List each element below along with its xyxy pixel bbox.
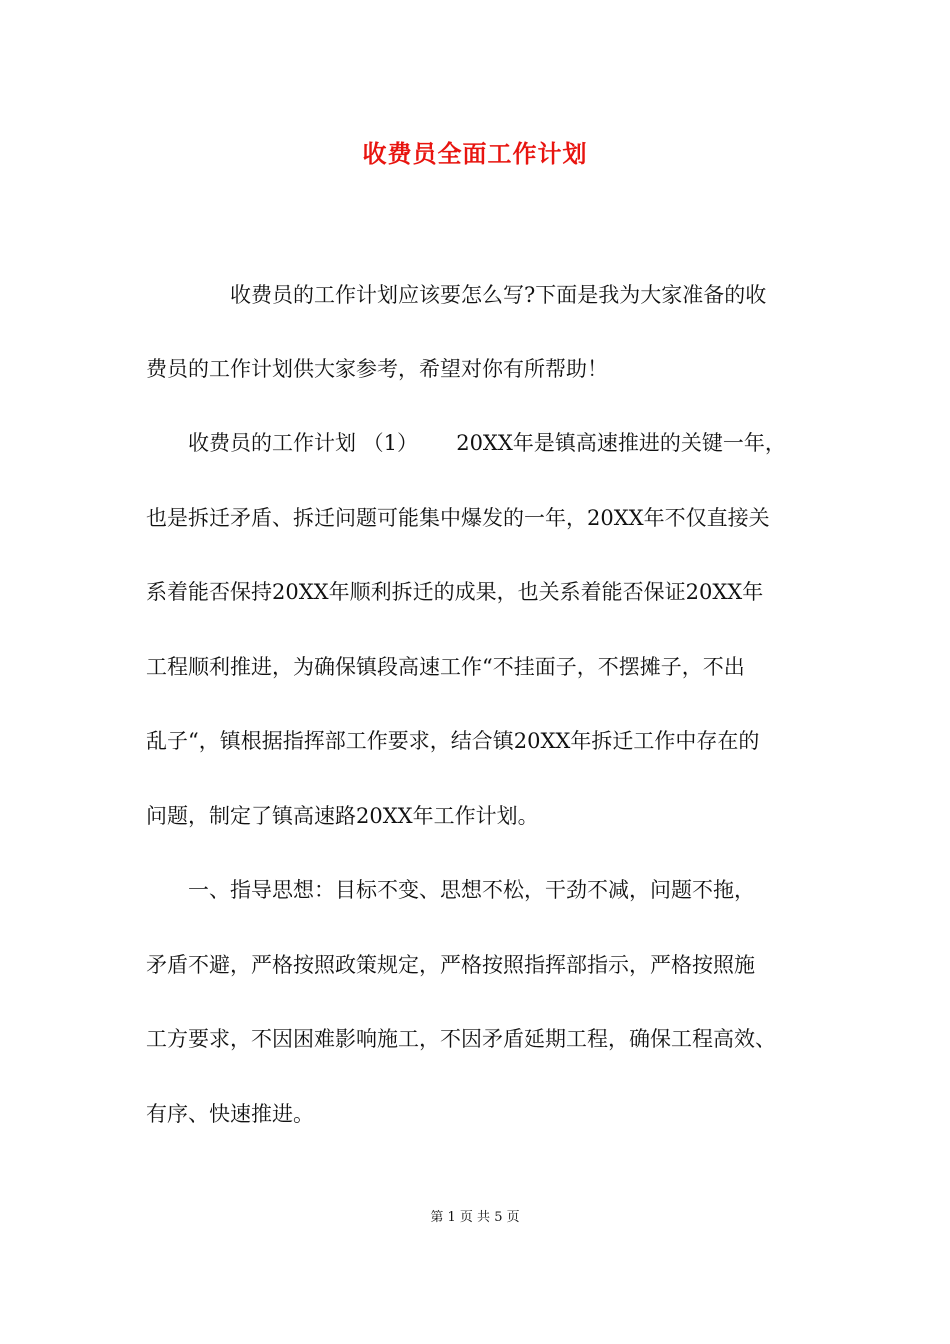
paragraph-line: 费员的工作计划供大家参考，希望对你有所帮助！ <box>146 357 608 381</box>
paragraph-line: 工程顺利推进，为确保镇段高速工作“不挂面子，不摆摊子，不出 <box>146 655 745 679</box>
paragraph-line: 系着能否保持20XX年顺利拆迁的成果，也关系着能否保证20XX年 <box>146 580 764 604</box>
paragraph-line: 有序、快速推进。 <box>146 1102 314 1126</box>
paragraph-line: 收费员的工作计划应该要怎么写?下面是我为大家准备的收 <box>146 283 767 307</box>
paragraph-line: 矛盾不避，严格按照政策规定，严格按照指挥部指示，严格按照施 <box>146 953 755 977</box>
paragraph-line: 一、指导思想：目标不变、思想不松，干劲不减，问题不拖， <box>146 878 755 902</box>
paragraph-line: 问题，制定了镇高速路20XX年工作计划。 <box>146 804 539 828</box>
paragraph-line: 收费员的工作计划 （1） 20XX年是镇高速推进的关键一年， <box>146 431 786 455</box>
paragraph-line: 乱子“，镇根据指挥部工作要求，结合镇20XX年拆迁工作中存在的 <box>146 729 760 753</box>
paragraph-line: 也是拆迁矛盾、拆迁问题可能集中爆发的一年，20XX年不仅直接关 <box>146 506 770 530</box>
page-number-footer: 第 1 页 共 5 页 <box>430 1210 520 1225</box>
document-title: 收费员全面工作计划 <box>362 139 588 168</box>
paragraph-line: 工方要求，不因困难影响施工，不因矛盾延期工程，确保工程高效、 <box>146 1027 776 1051</box>
